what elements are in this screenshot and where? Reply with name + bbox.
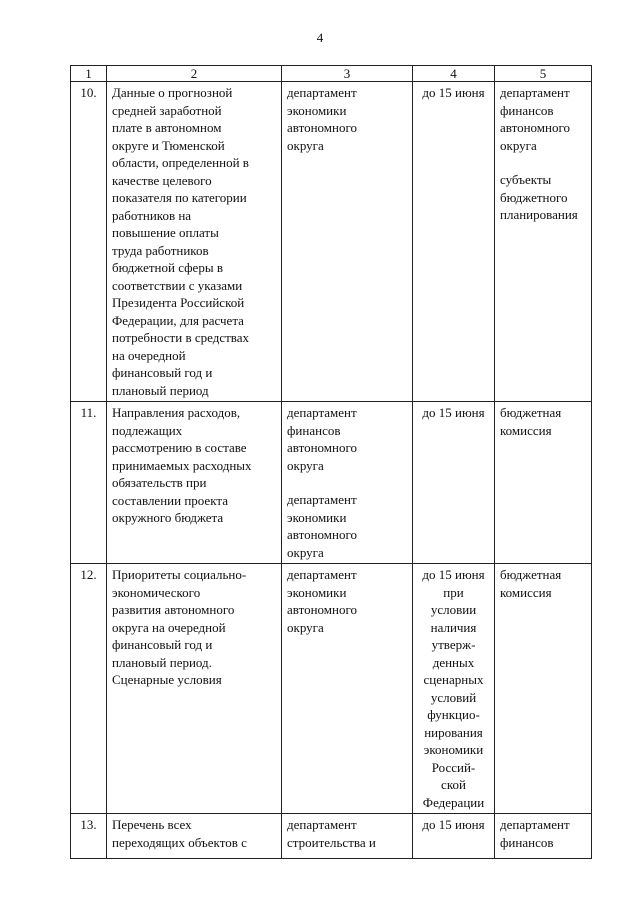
cell-text-line: комиссия [500,422,552,438]
cell-text-line: Данные о прогнозной [112,85,233,100]
cell-text-line: Направления расходов, [112,405,241,420]
cell-text-line: округа на очередной [112,619,226,635]
cell-text-line: рассмотрению в составе [112,440,247,455]
cell-text-line: экономического [112,584,201,600]
header-cell: 3 [282,66,413,82]
cell-text-line: округа [287,137,324,153]
cell-text-line: экономики [287,102,347,118]
cell-text-line: денных [432,654,475,670]
cell-text-line: условий [430,689,477,705]
cell-text-line: Россий- [431,759,476,775]
cell-text-line: экономики [287,584,347,600]
responsible-cell [282,564,413,814]
cell-text-line: области, определенной в [112,155,249,170]
table-header-row [71,66,592,82]
cell-text-line: бюджетного [500,189,568,205]
table-row [71,82,592,402]
cell-text-line: экономики [423,742,484,757]
cell-text-line: на очередной [112,347,186,363]
cell-text-line: до 15 июня [422,817,485,832]
row-number-cell: 12. [71,564,107,814]
cell-text-line: утверж- [431,637,476,652]
cell-text-line: подлежащих [112,422,183,438]
paragraph-gap [287,474,408,491]
cell-text-line: автономного [287,527,357,542]
cell-text-line: департамент [500,817,570,832]
cell-text-line: комиссия [500,584,552,600]
cell-text-line: департамент [287,405,357,420]
cell-text-line: автономного [500,120,570,135]
cell-text-line: сценарных [423,672,484,687]
paragraph-gap [500,154,587,171]
header-cell: 4 [413,66,495,82]
cell-text-line: Сценарные условия [112,672,222,687]
cell-text-line: Президента Российской [112,295,245,310]
cell-text-line: департамент [500,85,570,100]
header-cell: 2 [107,66,282,82]
row-number-cell: 13. [71,814,107,859]
cell-text-line: бюджетная [500,405,562,420]
cell-text-line: Приоритеты социально- [112,567,247,582]
header-cell: 5 [495,66,592,82]
cell-text-line: окружного бюджета [112,510,224,525]
table-row [71,814,592,859]
cell-text-line: до 15 июня [422,405,485,420]
row-number-cell: 10. [71,82,107,402]
deadline-cell [413,402,495,564]
cell-text-line: строительства и [287,834,376,850]
cell-text-line: развития автономного [112,602,235,617]
row-number-cell: 11. [71,402,107,564]
item-description-cell [107,564,282,814]
cell-text-line: при [443,584,464,600]
table-row [71,402,592,564]
item-description-cell [107,82,282,402]
cell-text-line: работников на [112,207,192,223]
page-number: 4 [316,30,324,45]
cell-text-line: качестве целевого [112,172,212,188]
deadline-cell [413,564,495,814]
cell-text-line: финансов [500,834,554,850]
cell-text-line: нирования [424,724,483,740]
cell-text-line: округа [287,457,324,473]
cell-text-line: плановый период. [112,654,212,670]
cell-text-line: финансовый год и [112,365,213,380]
cell-text-line: плановый период [112,382,209,398]
cell-text-line: округа [287,544,324,560]
cell-text-line: переходящих объектов с [112,834,247,850]
cell-text-line: наличия [430,619,477,635]
cell-text-line: субъекты [500,172,552,187]
cell-text-line: труда работников [112,242,209,258]
cell-text-line: до 15 июня [422,85,485,100]
cell-text-line: потребности в средствах [112,330,250,345]
responsible-cell [282,82,413,402]
cell-text-line: бюджетная [500,567,562,582]
recipient-cell [495,402,592,564]
cell-text-line: финансов [500,102,554,118]
schedule-table [70,65,592,859]
cell-text-line: плате в автономном [112,120,222,135]
cell-text-line: департамент [287,492,357,507]
header-cell: 1 [71,66,107,82]
cell-text-line: ской [441,777,466,792]
recipient-cell [495,564,592,814]
cell-text-line: соответствии с указами [112,277,243,293]
cell-text-line: планирования [500,207,578,222]
cell-text-line: финансов [287,422,341,438]
cell-text-line: департамент [287,817,357,832]
cell-text-line: функцио- [427,707,480,722]
cell-text-line: принимаемых расходных [112,457,252,473]
responsible-cell [282,402,413,564]
cell-text-line: автономного [287,602,357,617]
cell-text-line: бюджетной сферы в [112,260,223,275]
cell-text-line: департамент [287,85,357,100]
item-description-cell [107,402,282,564]
cell-text-line: округа [500,137,537,153]
cell-text-line: Федерации [422,794,485,810]
cell-text-line: Перечень всех [112,817,192,832]
cell-text-line: экономики [287,509,347,525]
item-description-cell [107,814,282,859]
table-row [71,564,592,814]
cell-text-line: повышение оплаты [112,225,219,240]
cell-text-line: составлении проекта [112,492,228,508]
cell-text-line: округе и Тюменской [112,137,225,153]
recipient-cell [495,82,592,402]
cell-text-line: финансовый год и [112,637,213,652]
cell-text-line: автономного [287,440,357,455]
cell-text-line: Федерации, для расчета [112,312,244,328]
cell-text-line: до 15 июня [422,567,485,582]
deadline-cell [413,814,495,859]
cell-text-line: округа [287,619,324,635]
cell-text-line: департамент [287,567,357,582]
cell-text-line: условии [430,602,477,617]
recipient-cell [495,814,592,859]
cell-text-line: показателя по категории [112,190,247,205]
deadline-cell [413,82,495,402]
cell-text-line: обязательств при [112,475,207,490]
cell-text-line: средней заработной [112,102,222,118]
responsible-cell [282,814,413,859]
cell-text-line: автономного [287,120,357,135]
